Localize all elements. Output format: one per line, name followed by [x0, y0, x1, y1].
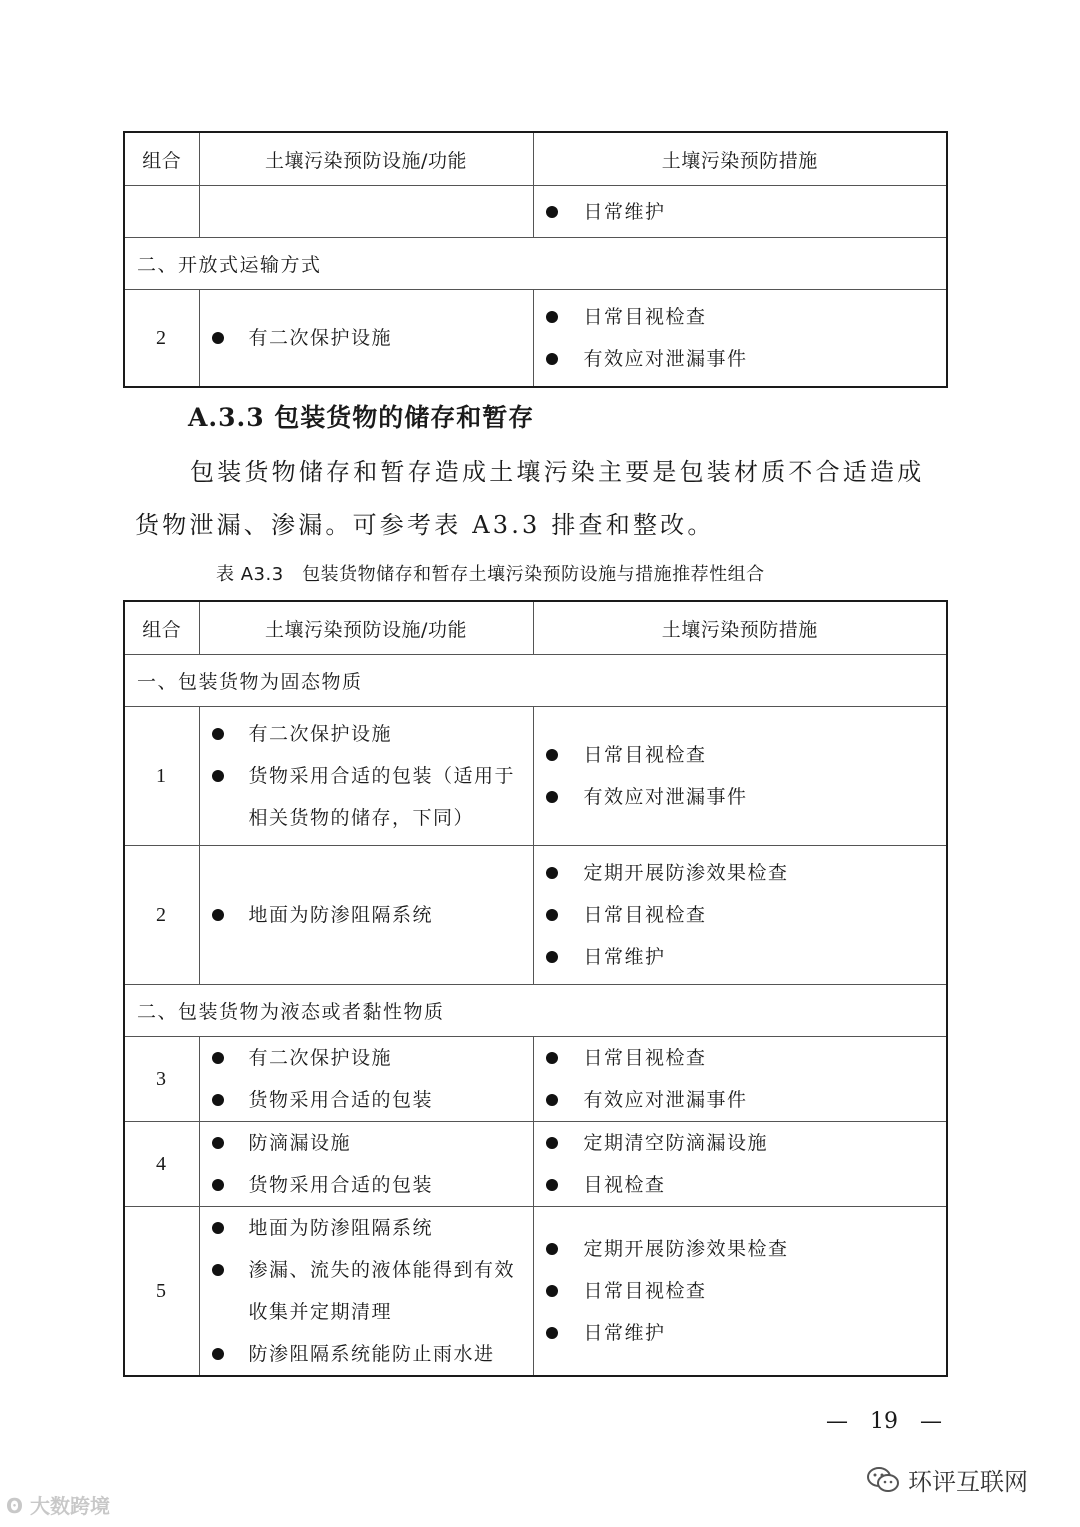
list-item: 日常维护	[534, 191, 947, 233]
bullet-icon	[212, 1052, 224, 1064]
watermark-right-text: 环评互联网	[908, 1468, 1028, 1496]
header-row	[124, 601, 947, 655]
list-item: 货物采用合适的包装（适用于	[200, 755, 533, 797]
bullet-icon	[546, 1137, 558, 1149]
list-item: 日常目视检查	[534, 1270, 947, 1312]
list-item: 定期开展防渗效果检查	[534, 852, 947, 894]
watermark-left	[6, 1490, 110, 1519]
bullet-icon	[212, 1179, 224, 1191]
bullet-icon	[546, 1243, 558, 1255]
bullet-icon	[546, 909, 558, 921]
table-row	[124, 707, 947, 846]
section-heading: A.3.3 包装货物的储存和暂存	[188, 403, 535, 432]
list-item: 地面为防渗阻隔系统	[200, 894, 533, 936]
table-row	[124, 290, 947, 388]
bullet-icon	[212, 1264, 224, 1276]
table-row	[124, 846, 947, 985]
list-item: 定期开展防渗效果检查	[534, 1228, 947, 1270]
watermark-right	[866, 1462, 1028, 1497]
header-facility: 土壤污染预防设施/功能	[199, 601, 533, 655]
list-item: 目视检查	[534, 1164, 947, 1206]
list-item: 货物采用合适的包装	[200, 1164, 533, 1206]
row-number: 3	[124, 1037, 199, 1122]
row-number: 2	[124, 290, 199, 388]
list-item-continued: 收集并定期清理	[248, 1301, 393, 1323]
list-item: 有二次保护设施	[200, 1037, 533, 1079]
header-row	[124, 132, 947, 186]
section-row	[124, 655, 947, 707]
bullet-icon	[212, 1094, 224, 1106]
bullet-icon	[546, 1179, 558, 1191]
list-item-continued: 相关货物的储存，下同）	[248, 807, 475, 829]
section-label: 二、开放式运输方式	[124, 238, 947, 290]
bullet-icon	[212, 728, 224, 740]
list-item: 货物采用合适的包装	[200, 1079, 533, 1121]
table-row	[124, 1122, 947, 1207]
row-number: 2	[124, 846, 199, 985]
list-item: 有效应对泄漏事件	[534, 776, 947, 818]
bullet-icon	[546, 311, 558, 323]
table-row	[124, 1207, 947, 1377]
header-combo: 组合	[124, 601, 199, 655]
header-measure: 土壤污染预防措施	[533, 132, 947, 186]
table-a3-3	[123, 600, 948, 1377]
list-item: 日常维护	[534, 1312, 947, 1354]
list-item: 渗漏、流失的液体能得到有效	[200, 1249, 533, 1291]
section-label: 一、包装货物为固态物质	[124, 655, 947, 707]
bullet-icon	[546, 1052, 558, 1064]
section-row	[124, 238, 947, 290]
bullet-icon	[546, 951, 558, 963]
list-item: 日常目视检查	[534, 894, 947, 936]
list-item: 有效应对泄漏事件	[534, 1079, 947, 1121]
table-continued	[123, 131, 948, 388]
list-item: 地面为防渗阻隔系统	[200, 1207, 533, 1249]
list-item: 有效应对泄漏事件	[534, 338, 947, 380]
paragraph-line-1: 包装货物储存和暂存造成土壤污染主要是包装材质不合适造成	[190, 458, 925, 486]
bullet-icon	[212, 770, 224, 782]
section-row	[124, 985, 947, 1037]
table-row	[124, 186, 947, 238]
header-facility: 土壤污染预防设施/功能	[199, 132, 533, 186]
watermark-logo-icon: ʘ	[6, 1494, 24, 1518]
list-item: 日常目视检查	[534, 296, 947, 338]
bullet-icon	[546, 206, 558, 218]
bullet-icon	[212, 1222, 224, 1234]
bullet-icon	[546, 1094, 558, 1106]
list-item: 日常维护	[534, 936, 947, 978]
bullet-icon	[546, 1285, 558, 1297]
list-item: 防滴漏设施	[200, 1122, 533, 1164]
bullet-icon	[546, 353, 558, 365]
row-number: 4	[124, 1122, 199, 1207]
row-number: 1	[124, 707, 199, 846]
list-item: 日常目视检查	[534, 734, 947, 776]
bullet-icon	[546, 1327, 558, 1339]
table-row	[124, 1037, 947, 1122]
bullet-icon	[546, 867, 558, 879]
table-caption: 表 A3.3 包装货物储存和暂存土壤污染预防设施与措施推荐性组合	[216, 564, 765, 585]
list-item: 防渗阻隔系统能防止雨水进	[200, 1333, 533, 1375]
page-number: — 19 —	[826, 1409, 942, 1434]
bullet-icon	[212, 332, 224, 344]
header-measure: 土壤污染预防措施	[533, 601, 947, 655]
list-item: 定期清空防滴漏设施	[534, 1122, 947, 1164]
paragraph-line-2: 货物泄漏、渗漏。可参考表 A3.3 排查和整改。	[135, 511, 715, 539]
bullet-icon	[546, 749, 558, 761]
row-number: 5	[124, 1207, 199, 1377]
list-item: 有二次保护设施	[200, 317, 533, 359]
header-combo: 组合	[124, 132, 199, 186]
bullet-icon	[212, 1137, 224, 1149]
bullet-icon	[212, 909, 224, 921]
bullet-icon	[212, 1348, 224, 1360]
watermark-left-text: 大数跨境	[29, 1494, 110, 1518]
list-item: 日常目视检查	[534, 1037, 947, 1079]
wechat-icon	[866, 1466, 900, 1494]
list-item: 有二次保护设施	[200, 713, 533, 755]
section-label: 二、包装货物为液态或者黏性物质	[124, 985, 947, 1037]
bullet-icon	[546, 791, 558, 803]
